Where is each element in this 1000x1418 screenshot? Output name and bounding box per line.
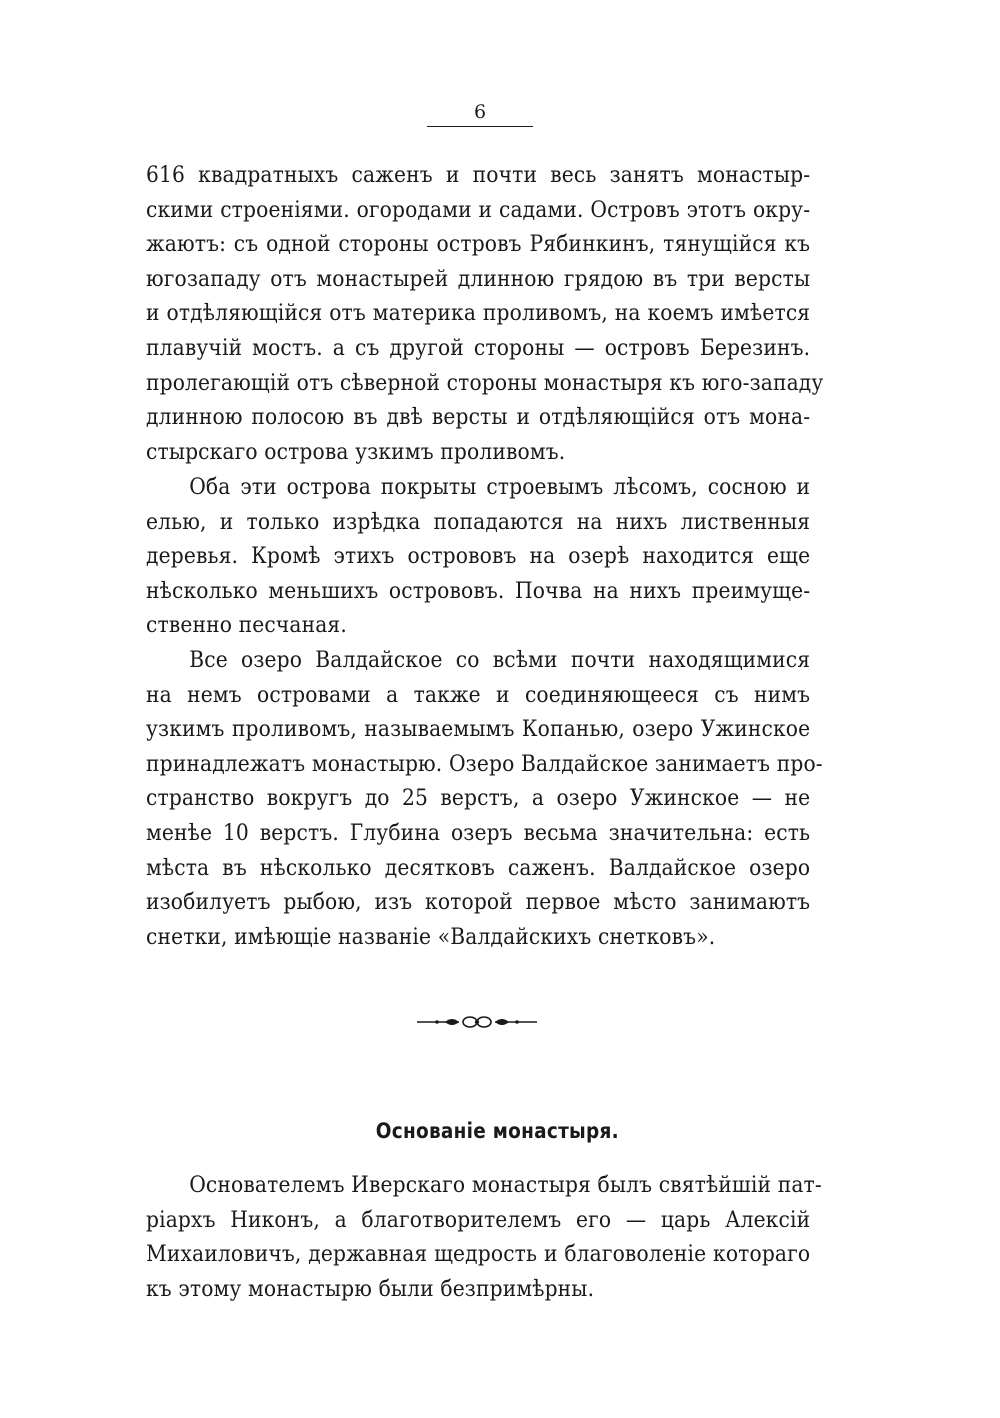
text-line: Михаиловичъ, державная щедрость и благоволеніе котораго [146,1241,811,1268]
text-line: елью, и только изрѣдка попадаются на нихъ лиственныя [146,508,811,535]
text-line: менѣе 10 верстъ. Глубина озеръ весьма значительна: есть [146,819,811,846]
paragraph-4 [146,1168,822,1306]
text-line: жаютъ: съ одной стороны островъ Рябинкинъ, тянущійся къ [146,231,811,258]
page-header [420,100,540,127]
paragraph-2 [146,470,810,643]
text-line: узкимъ проливомъ, называемымъ Копанью, озеро Ужинское [146,716,811,743]
section-title: Основаніе монастыря. [375,1119,619,1143]
text-line: пролегающій отъ сѣверной стороны монастыря къ юго-западу [146,369,824,396]
text-line: плавучій мостъ. а съ другой стороны — островъ Березинъ. [146,334,811,361]
paragraph-3 [146,643,823,954]
text-line: ріархъ Никонъ, а благотворителемъ его — царь Алексій [146,1206,811,1233]
page-number: 6 [473,101,487,123]
text-line: скими строеніями. огородами и садами. Островъ этотъ окру- [146,196,811,223]
text-line: югозападу отъ монастырей длинною грядою въ три версты [146,265,811,292]
text-line: и отдѣляющійся отъ материка проливомъ, на коемъ имѣется [146,300,811,327]
ornament-divider-icon [415,1010,539,1034]
text-line: къ этому монастырю были безпримѣрны. [146,1275,595,1302]
text-line: странство вокругъ до 25 верстъ, а озеро Ужинское — не [146,785,811,812]
text-line: деревья. Кромѣ этихъ острововъ на озерѣ находится еще [146,543,811,570]
text-line: длинною полосою въ двѣ версты и отдѣляющійся отъ мона- [146,404,811,431]
text-line: стырскаго острова узкимъ проливомъ. [146,438,566,465]
header-rule [427,126,533,127]
text-line: мѣста въ нѣсколько десятковъ саженъ. Валдайское озеро [146,854,811,881]
text-line: Основателемъ Иверскаго монастыря былъ святѣйшій пат- [189,1172,822,1198]
text-line: изобилуетъ рыбою, изъ которой первое мѣсто занимаютъ [146,889,811,916]
text-line: Оба эти острова покрыты строевымъ лѣсомъ, сосною и [189,474,811,500]
text-line: ственно песчаная. [146,612,347,639]
text-line: 616 квадратныхъ саженъ и почти весь занятъ монастыр- [146,162,811,188]
text-line: снетки, имѣющіе названіе «Валдайскихъ снетковъ». [146,923,716,950]
paragraph-1 [146,158,824,469]
text-line: Все озеро Валдайское со всѣми почти находящимися [189,647,811,673]
text-line: нѣсколько меньшихъ острововъ. Почва на нихъ преимуще- [146,577,811,604]
text-line: принадлежатъ монастырю. Озеро Валдайское занимаетъ про- [146,750,823,777]
text-line: на немъ островами а также и соединяющееся съ нимъ [146,681,811,708]
